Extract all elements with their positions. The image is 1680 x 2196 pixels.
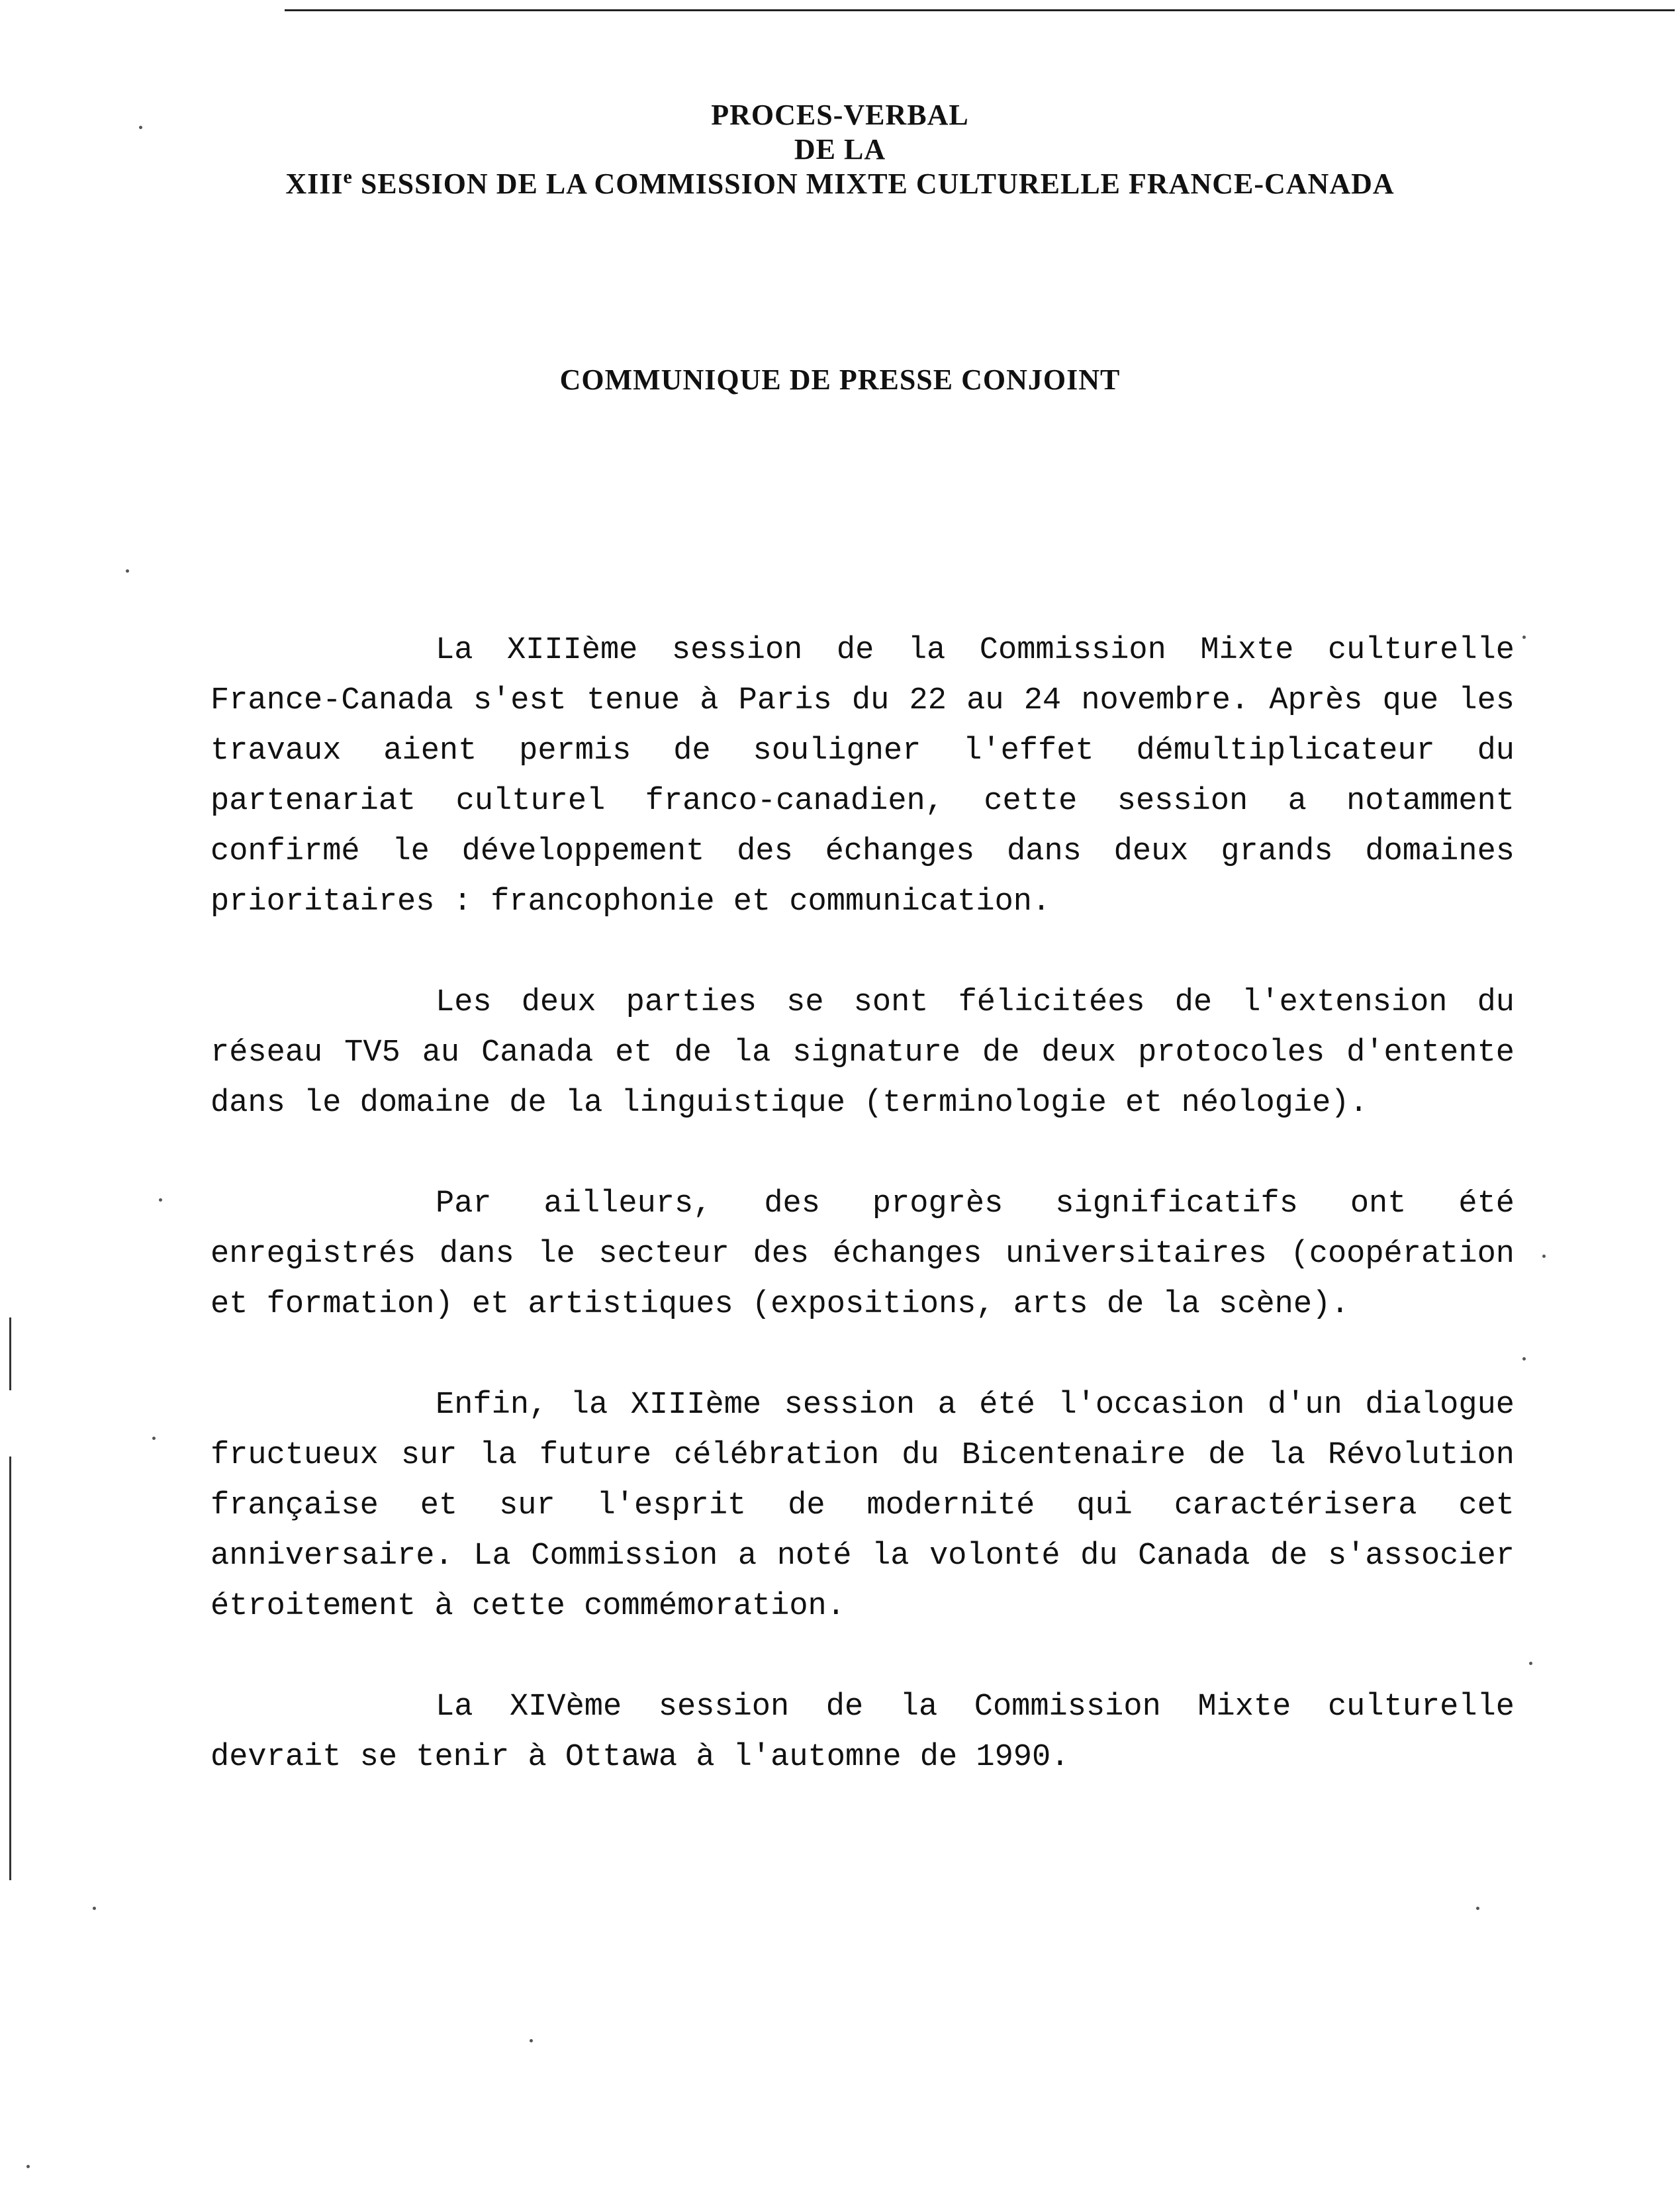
header-session-text: SESSION DE LA COMMISSION MIXTE CULTURELLE FRANCE-CANADA <box>352 167 1395 200</box>
header-session-number: XIII <box>285 167 344 200</box>
header-session-superscript: e <box>343 166 353 188</box>
scan-speck <box>1476 1907 1479 1910</box>
scan-speck <box>126 569 129 573</box>
scan-speck <box>139 126 142 129</box>
paragraph-bicentenary: Enfin, la XIIIème session a été l'occasion d'un dialogue fructueux sur la future célébration du Bicentenaire de la Révolution française et sur l'esprit de modernité qui caractérisera cet anniversaire. La Commission a noté la volonté du Canada de s'associer étroitement à cette commémoration. <box>210 1388 1515 1624</box>
paragraph-tv5-extension: Les deux parties se sont félicitées de l'extension du réseau TV5 au Canada et de la signature de deux protocoles d'entente dans le domaine de la linguistique (terminologie et néologie). <box>210 985 1515 1121</box>
left-margin-mark <box>9 1317 11 1390</box>
header-subtitle: DE LA <box>794 133 886 166</box>
left-margin-line <box>9 1456 11 1880</box>
paragraph-session-summary: La XIIIème session de la Commission Mixte culturelle France-Canada s'est tenue à Paris du 22 au 24 novembre. Après que les travaux aient permis de souligner l'effet démultiplicateur du partenariat culturel franco-canadien, cette session a notamment confirmé le développement des échanges dans deux grands domaines prioritaires : francophonie et communication. <box>210 633 1515 920</box>
scan-speck <box>1529 1662 1532 1665</box>
top-border-line <box>285 9 1675 11</box>
scan-speck <box>1522 636 1526 639</box>
paragraph-progress: Par ailleurs, des progrès significatifs ont été enregistrés dans le secteur des échanges universitaires (coopération et formation) et artistiques (expositions, arts de la scène). <box>210 1186 1515 1322</box>
header-title: PROCES-VERBAL <box>711 99 969 131</box>
document-header <box>0 98 1680 201</box>
paragraph-next-session: La XIVème session de la Commission Mixte culturelle devrait se tenir à Ottawa à l'automne de 1990. <box>210 1690 1515 1775</box>
scan-speck <box>93 1907 96 1910</box>
header-session-line <box>0 167 1680 201</box>
scan-speck <box>1542 1255 1546 1258</box>
press-release-title: COMMUNIQUE DE PRESSE CONJOINT <box>559 363 1121 396</box>
scan-speck <box>1522 1357 1526 1361</box>
scan-speck <box>159 1198 162 1202</box>
scan-speck <box>152 1437 156 1440</box>
scan-speck <box>530 2039 533 2042</box>
scan-speck <box>26 2165 30 2168</box>
document-body <box>210 626 1515 1783</box>
